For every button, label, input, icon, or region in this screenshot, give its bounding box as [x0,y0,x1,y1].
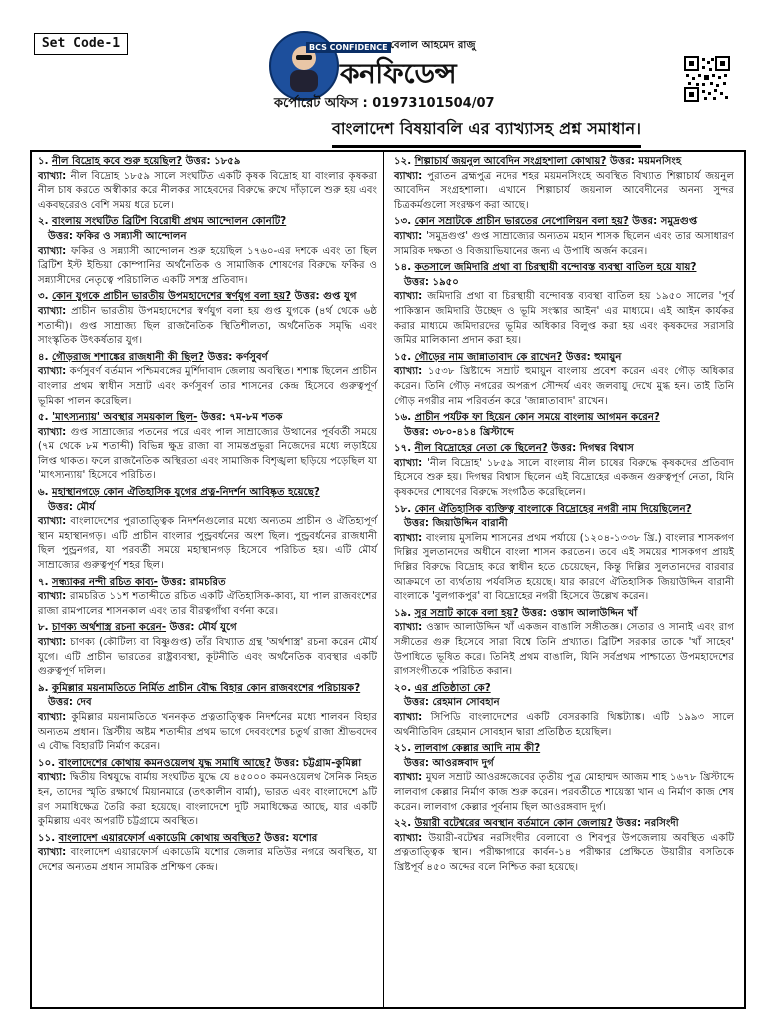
explanation-text: ওস্তাদ আলাউদ্দিন খাঁ একজন বাঙালি সঙ্গীতজ্ঞ। সেতার ও সানাই এবং রাগ সঙ্গীতের গুরু হিসেবে সারা বিশ্বে তিনি প্রখ্যাত। ব্রিটিশ সরকার তাকে 'খাঁ সাহেব' উপাধিতে ভূষিত করে। তিনিই প্রথম বাঙালি, যিনি সর্বপ্রথম পাশ্চাত্যে উপমহাদেশের রাগসংগীতকে পরিচিত করান। [394,622,734,678]
question-item [394,215,734,261]
question-line [38,155,377,170]
answer-label: উত্তর: [48,501,73,513]
question-text: কোন সম্রাটকে প্রাচীন ভারতের নেপোলিয়ন বলা হয়? [414,216,629,228]
brand-name: কনফিডেন্স [340,57,457,90]
question-text: গৌড়রাজ শশাঙ্কের রাজধানী কী ছিল? [52,351,204,363]
answer-value: ফকির ও সন্ন্যাসী আন্দোলন [76,230,187,242]
explanation [38,846,377,875]
explanation [394,532,734,605]
explanation-label: ব্যাখ্যা: [394,832,423,844]
question-text: নীল বিদ্রোহ কবে শুরু হয়েছিল? [52,156,183,167]
explanation-label: ব্যাখ্যা: [394,230,423,242]
explanation [38,245,377,289]
question-item [394,411,734,442]
question-item [38,621,377,681]
answer-label: উত্তর: [404,757,429,769]
explanation-label: ব্যাখ্যা: [38,847,67,859]
answer-value: গুপ্ত যুগ [323,291,357,303]
question-line [394,442,734,457]
question-line [38,215,377,230]
explanation-label: ব্যাখ্যা: [394,170,423,182]
question-text: 'মাৎস্যন্যায়' অবস্থার সময়কাল ছিল- [52,412,198,424]
answer-label: উত্তর: [609,156,635,167]
answer [566,352,622,363]
answer [186,156,241,167]
question-item [394,817,734,877]
question-text: কতসালে জমিদারি প্রথা বা চিরস্থায়ী বন্দোবস্ত ব্যবস্থা বাতিল হয়ে যায়? [414,262,697,274]
explanation-text: জমিদারি প্রথা বা চিরস্থায়ী বন্দোবস্ত ব্যবস্থা বাতিল হয় ১৯৫০ সালের 'পূর্ব পাকিস্তান জমিদারি উচ্ছেদ ও ভূমি সংস্কার আইন' এর মাধ্যমে। এই আইন কার্যকর করার মাধ্যমে জমিদারদের ভূমির অধিকার বিলুপ্ত করা হয় এবং কৃষকদের সরাসরি জমির মালিকানা প্রদান করা হয়। [394,291,735,347]
explanation-text: ১৫৩৮ খ্রিষ্টাব্দে সম্রাট হুমায়ুন বাংলায় প্রবেশ করেন এবং গৌড় অধিকার করেন। তিনি গৌড় নগরের অপরূপ সৌন্দর্য এবং জলবায়ু দেখে মুগ্ধ হন। তাই তিনি গৌড় নগরীর নাম পরিবর্তন করে 'জান্নাতাবাদ' রাখেন। [394,366,734,407]
answer-value: চট্টগ্রাম-কুমিল্লা [302,757,362,769]
question-line [394,411,734,426]
question-line [394,155,734,170]
explanation-label: ব্যাখ্যা: [38,305,67,317]
question-number: ১৮. [394,503,412,515]
question-text: শিল্পাচার্য জয়নুল আবেদিন সংগ্রহশালা কোথায়? [414,156,607,167]
brand-logo [266,28,342,104]
answer [161,577,225,588]
set-code-box: Set Code-1 [34,33,128,55]
answer-value: ১৯৫০ [432,276,459,288]
explanation [394,365,734,409]
explanation-text: প্রাচীন ভারতীয় উপমহাদেশের স্বর্ণযুগ বলা হয় গুপ্ত যুগকে (৪র্থ থেকে ৬ষ্ঠ শতাব্দী)। গুপ্ত সাম্রাজ্য ছিল রাজনৈতিক স্থিতিশীলতা, অর্থনৈতিক সমৃদ্ধি এবং সাংস্কৃতিক উৎকর্ষতার যুগ। [38,305,377,347]
answer [201,412,283,423]
question-line [394,742,734,757]
explanation [38,170,377,214]
answer [38,501,377,516]
question-line [394,351,734,366]
answer-value: কর্ণসুবর্ণ [235,351,268,363]
question-text: লালবাগ কেল্লার আদি নাম কী? [414,743,541,755]
qr-code-icon [684,56,730,102]
answer [38,696,377,711]
explanation-label: ব্যাখ্যা: [394,457,423,469]
answer-label: উত্তর: [551,443,577,455]
question-item [394,742,734,817]
answer-label: উত্তর: [48,230,73,242]
answer-label: উত্তর: [200,412,226,424]
explanation-text: বাংলাদেশ এয়ারফোর্স একাডেমি যশোর জেলার মতিউর নগরে অবস্থিত, যা দেশের অন্যতম প্রধান সামরিক প্রশিক্ষণ কেন্দ্র। [38,847,377,873]
answer-value: ময়মনসিংহ [638,156,682,167]
explanation-label: ব্যাখ্যা: [38,591,67,603]
answer-value: জিয়াউদ্দিন বারানী [432,518,508,530]
explanation-text: ফকির ও সন্ন্যাসী আন্দোলন শুরু হয়েছিল ১৭৬০-এর দশকে এবং তা ছিল ব্রিটিশ ইস্ট ইন্ডিয়া কোম্পানির অর্থনৈতিক ও সামাজিক শোষণের বিরুদ্ধে ফকির ও সন্ন্যাসীদের নেতৃত্বে পরিচালিত একটি সশস্ত্র প্রতিবাদ। [38,245,377,286]
explanation-label: ব্যাখ্যা: [394,366,423,378]
question-line [38,351,377,366]
explanation-text: পুরাতন ব্রহ্মপুত্র নদের শহর ময়মনসিংহে অবস্থিত বিখ্যাত শিল্পাচার্য জয়নুল আবেদিন সংগ্রহশালা। এখানে শিল্পাচার্য জয়নাল আবেদীনের অনন্য সুন্দর চিত্রকর্মগুলো সংরক্ষণ করা আছে। [394,170,734,211]
question-line [38,290,377,305]
question-line [394,215,734,230]
answer [295,291,357,302]
question-number: ১৫. [394,351,412,363]
answer-value: ৩৮০-৪১৪ খ্রিস্টাব্দে [432,426,514,438]
question-text: সুর সম্রাট কাকে বলা হয়? [414,607,519,619]
question-line [394,503,734,518]
explanation-text: বাংলায় মুসলিম শাসনের প্রথম পর্যায়ে (১২০৪-১৩৩৮ খ্রি.) বাংলার শাসকগণ দিল্লির সুলতানদের অধীনে বাংলা শাসন করতেন। তবে এই সময়ের শাসকগণ প্রায়ই দিল্লির বিরুদ্ধে বিদ্রোহ করে স্বাধীন হতে চেয়েছেন, কিন্তু দিল্লির সুলতানদের বারবার আক্রমণে তা ব্যর্থতায় পর্যবসিত হয়েছে। যার কারণে ঐতিহাসিক জিয়াউদ্দিন বারানী বাংলাকে 'বুলগাকপুর' বা বিদ্রোহের নগরী হিসেবে উল্লেখ করেন। [394,532,734,603]
explanation-label: ব্যাখ্যা: [38,170,67,182]
explanation [394,230,734,259]
question-line [394,607,734,622]
author-name: বেলাল আহমেদ রাজু [390,40,476,51]
explanation [394,711,734,740]
explanation [38,711,377,755]
question-item [394,261,734,351]
explanation [394,457,734,501]
answer-label: উত্তর: [264,832,290,844]
question-item [38,215,377,290]
question-number: ২১. [394,743,412,755]
answer [38,230,377,245]
answer-value: ৭ম-৮ম শতক [229,412,283,424]
question-number: ১৪. [394,262,412,274]
logo-text: BCS CONFIDENCE [306,42,391,53]
answer-value: ১৮৫৯ [214,156,241,167]
question-number: ৮. [38,622,49,634]
explanation-label: ব্যাখ্যা: [38,772,67,784]
explanation-label: ব্যাখ্যা: [394,622,423,634]
answer-label: উত্তর: [161,576,187,588]
explanation-label: ব্যাখ্যা: [38,516,67,528]
answer [522,608,637,619]
explanation [38,636,377,680]
answer-label: উত্তর: [521,607,547,619]
answer-label: উত্তর: [274,757,300,769]
explanation [38,590,377,619]
question-number: ৬. [38,487,49,499]
answer-value: রেহমান সোবহান [432,697,500,709]
question-item [38,757,377,832]
question-item [38,576,377,622]
explanation [394,170,734,214]
answer-label: উত্তর: [404,276,429,288]
question-text: বাংলাদেশ এয়ারফোর্স একাডেমি কোথায় অবস্থিত? [58,832,261,844]
page-title: বাংলাদেশ বিষয়াবলি এর ব্যাখ্যাসহ প্রশ্ন সমাধান। [332,116,641,148]
explanation [38,305,377,349]
answer-label: উত্তর: [404,697,429,709]
explanation-text: মুঘল সম্রাট আওরঙ্গজেবের তৃতীয় পুত্র মোহাম্মদ আজম শাহ ১৬৭৮ খ্রিস্টাব্দে লালবাগ কেল্লার নির্মাণ কাজ শুরু করেন। পরবর্তীতে শায়েস্তা খান এ নির্মাণ কাজ শেষ করেন। লালবাগ কেল্লার পূর্বনাম ছিল আওরঙ্গবাদ দুর্গ। [394,772,734,813]
question-line [38,757,377,772]
question-item [394,503,734,607]
question-item [38,351,377,411]
right-column [388,152,740,1007]
left-column [32,152,384,1007]
answer-value: মৌর্য [76,501,96,513]
question-number: ১৬. [394,412,412,424]
question-number: ৭. [38,576,49,588]
question-line [38,621,377,636]
question-item [38,155,377,215]
explanation-label: ব্যাখ্যা: [38,637,67,648]
explanation-label: ব্যাখ্যা: [38,366,67,378]
explanation-text: চাণক্য (কৌটিল্য বা বিষ্ণুগুপ্ত) তাঁর বিখ্যাত গ্রন্থ 'অর্থশাস্ত্র' রচনা করেন মৌর্য যুগে। এটি প্রাচীন ভারতের রাষ্ট্রব্যবস্থা, কূটনীতি এবং অর্থনৈতিক ব্যবস্থার একটি গুরুত্বপূর্ণ দলিল। [38,637,377,678]
question-number: ১০. [38,757,56,769]
answer-label: উত্তর: [185,156,211,167]
explanation-label: ব্যাখ্যা: [38,426,67,438]
question-number: ১. [38,156,49,167]
answer [551,443,634,454]
question-number: ১৭. [394,443,412,455]
question-number: ১২. [394,156,412,167]
question-item [38,832,377,878]
answer-label: উত্তর: [565,351,591,363]
answer [610,156,681,167]
explanation-label: ব্যাখ্যা: [38,711,67,723]
answer [394,517,734,532]
question-text: উয়ারী বটেশ্বরের অবস্থান বর্তমানে কোন জেলায়? [414,818,613,830]
explanation-text: রামচরিত ১১শ শতাব্দীতে রচিত একটি ঐতিহাসিক-কাব্য, যা পাল রাজবংশের রাজা রামপালের শাসনকাল এবং তার বীরত্বগাঁথা বর্ণনা করে। [38,591,377,617]
answer-label: উত্তর: [48,697,73,709]
answer [264,833,317,844]
answer [394,757,734,772]
question-number: ৩. [38,291,49,303]
question-text: নীল বিদ্রোহের নেতা কে ছিলেন? [414,443,548,455]
question-number: ২. [38,216,49,228]
explanation-text: দ্বিতীয় বিশ্বযুদ্ধে বার্মায় সংঘটিত যুদ্ধে যে ৪৫০০০ কমনওয়েলথ সৈনিক নিহত হন, তাদের স্মৃতি রক্ষার্থে মিয়ানমারে (তৎকালীন বার্মা), ভারত এবং বাংলাদেশে ৯টি রণ সমাধিক্ষেত্র তৈরি করা হয়েছে। বাংলাদেশে দুটি সমাধিক্ষেত্র আছে, যার একটি কুমিল্লায় এবং অপরটি চট্টগ্রামে অবস্থিত। [38,772,377,828]
question-line [394,261,734,276]
question-number: ৫. [38,412,49,424]
explanation-label: ব্যাখ্যা: [394,711,423,723]
explanation [38,426,377,484]
question-item [394,351,734,411]
question-text: কোন যুগকে প্রাচীন ভারতীয় উপমহাদেশের স্বর্ণযুগ বলা হয়? [52,291,292,303]
answer-label: উত্তর: [404,426,429,438]
question-line [38,411,377,426]
question-item [38,411,377,486]
question-text: মহাস্থানগড়ে কোন ঐতিহাসিক যুগের প্রত্ন-নিদর্শন আবিষ্কৃত হয়েছে? [52,487,320,499]
answer-value: আওরঙ্গবাদ দুর্গ [432,757,494,769]
explanation-text: গুপ্ত সাম্রাজ্যের পতনের পরে এবং পাল সাম্রাজ্যের উত্থানের পূর্ববর্তী সময়ে (৭ম থেকে ৮ম শতাব্দী) বিভিন্ন ক্ষুদ্র রাজা বা সামন্তপ্রভুরা নিজেদের মধ্যে লড়াইয়ে লিপ্ত থাকত। ফলে রাজনৈতিক অস্থিরতা এবং সামাজিক বিশৃঙ্খলা ছড়িয়ে পড়েছিল যা 'মাৎস্যন্যায়' হিসেবে পরিচিত। [38,426,378,482]
answer-value: হুমায়ুন [594,351,622,363]
explanation-text: নীল বিদ্রোহ ১৮৫৯ সালে সংঘটিত একটি কৃষক বিদ্রোহ যা বাংলার কৃষকরা নীল চাষ করতে অস্বীকার করে নীলকর সাহেবদের বিরুদ্ধে রুখে দাঁড়ালে শুরু হয় এবং একবছরেরও বেশি সময় ধরে চলে। [38,170,377,211]
explanation-text: কুমিল্লার ময়নামতিতে খননকৃত প্রত্নতাত্ত্বিক নিদর্শনের মধ্যে শালবন বিহার অন্যতম প্রধান। খ্রিস্টীয় অষ্টম শতাব্দীর প্রথম ভাগে দেববংশের চতুর্থ রাজা শ্রীভবদেব এ বৌদ্ধ বিহারটি নির্মাণ করেন। [38,711,377,753]
question-text: বাংলাদেশের কোথায় কমনওয়েলথ যুদ্ধ সমাধি আছে? [58,757,271,769]
question-item [394,442,734,502]
question-text: কুমিল্লার ময়নামতিতে নির্মিত প্রাচীন বৌদ্ধ বিহার কোন রাজবংশের পরিচায়ক? [52,682,361,694]
explanation [38,771,377,829]
explanation [394,832,734,876]
explanation [394,290,734,348]
question-text: প্রাচীন পর্যটক ফা হিয়েন কোন সময়ে বাংলায় আগমন করেন? [414,412,660,424]
answer [170,622,237,633]
question-text: সন্ধ্যাকর নন্দী রচিত কাব্য- [52,576,158,588]
question-item [394,155,734,215]
answer-label: উত্তর: [616,818,642,830]
question-number: ১৩. [394,216,412,228]
answer [207,352,267,363]
question-line [38,832,377,847]
questions-panel [30,150,746,1009]
answer-value: দিগম্বর বিশ্বাস [579,443,634,455]
explanation [394,771,734,815]
question-text: গৌড়ের নাম জান্নাতাবাদ কে রাখেন? [414,351,563,363]
question-line [38,486,377,501]
answer [394,276,734,291]
question-line [394,817,734,832]
explanation-text: 'সমুদ্রগুপ্ত' গুপ্ত সাম্রাজ্যের অন্যতম মহান শাসক ছিলেন এবং তার অসাধারণ সামরিক দক্ষতা ও বিজয়াভিযানের জন্য এ উপাধি অর্জন করেন। [394,230,734,257]
explanation-text: সিপিডি বাংলাদেশের একটি বেসরকারি থিঙ্কট্যাঙ্ক। এটি ১৯৯৩ সালে অর্থনীতিবিদ রেহমান সোবহান দ্বারা প্রতিষ্ঠিত হয়েছিল। [394,711,734,738]
explanation [394,621,734,679]
question-number: ২২. [394,818,412,830]
answer-label: উত্তর: [632,216,658,228]
question-text: কোন ঐতিহাসিক ব্যক্তিত্ব বাংলাকে বিদ্রোহের নগরী নাম দিয়েছিলেন? [414,503,692,515]
question-item [394,682,734,742]
question-text: বাংলায় সংঘটিত ব্রিটিশ বিরোধী প্রথম আন্দোলন কোনটি? [52,216,287,228]
question-text: চাণক্য অর্থশাস্ত্র রচনা করেন- [52,622,167,634]
question-line [394,682,734,697]
explanation-label: ব্যাখ্যা: [394,772,423,784]
explanation-text: বাংলাদেশের পুরাতাত্ত্বিক নিদর্শনগুলোর মধ্যে অন্যতম প্রাচীন ও ঐতিহ্যপূর্ণ স্থান মহাস্থানগড়। এটি প্রাচীন বাংলার পুন্ড্রবর্ধনের অংশ ছিল। পুন্ড্রবর্ধনের রাজধানী ছিল পুন্ড্রনগর, যা পরবর্তী সময়ে মহাস্থানগড় হিসেবে পরিচিত হয়। এটি মৌর্য সাম্রাজ্যের গুরুত্বপূর্ণ শহর ছিল। [38,516,377,572]
question-item [38,290,377,350]
answer [632,216,697,227]
answer-value: সমুদ্রগুপ্ত [660,216,698,228]
explanation-text: উয়ারী-বটেশ্বর নরসিংদীর বেলাবো ও শিবপুর উপজেলায় অবস্থিত একটি প্রত্নতাত্ত্বিক স্থান। পরীক্ষাগারে কার্বন-১৪ পরীক্ষার প্রেক্ষিতে উয়ারীর বসতিকে খ্রিষ্টপূর্ব ৪৫০ অব্দের বলে নিশ্চিত করা হয়েছে। [394,832,734,873]
answer-label: উত্তর: [404,518,429,530]
answer [616,818,678,829]
explanation-label: ব্যাখ্যা: [394,532,423,544]
answer-label: উত্তর: [294,291,320,303]
explanation-text: 'নীল বিদ্রোহ' ১৮৫৯ সালে বাংলায় নীল চাষের বিরুদ্ধে কৃষকদের প্রতিবাদ হিসেবে শুরু হয়। দিগম্বর বিশ্বাস ছিলেন এই বিদ্রোহের একজন গুরুত্বপূর্ণ নেতা, যিনি কৃষকদের শোষণের বিরুদ্ধে সংগঠিত করেছিলেন। [394,457,734,499]
question-number: ২০. [394,682,412,694]
answer-value: ওস্তাদ আলাউদ্দিন খাঁ [550,607,638,619]
answer [394,426,734,441]
question-line [38,576,377,591]
answer-label: উত্তর: [169,622,195,634]
answer-label: উত্তর: [207,351,233,363]
answer-value: রামচরিত [189,576,226,588]
question-item [394,607,734,682]
answer [274,758,361,769]
explanation [38,515,377,573]
question-number: ১১. [38,832,56,844]
answer-value: যশোর [292,832,318,844]
question-number: ৪. [38,351,49,363]
answer-value: দেব [76,697,92,709]
page-header [0,0,768,150]
question-line [38,682,377,697]
answer-value: মৌর্য যুগে [198,622,237,634]
question-item [38,682,377,757]
question-text: এর প্রতিষ্ঠাতা কে? [414,682,491,694]
question-number: ৯. [38,682,49,694]
explanation [38,365,377,409]
explanation-label: ব্যাখ্যা: [38,245,67,257]
explanation-text: কর্ণসুবর্ণ বর্তমান পশ্চিমবঙ্গের মুর্শিদাবাদ জেলায় অবস্থিত। শশাঙ্ক ছিলেন প্রাচীন বাংলার প্রথম স্বাধীন সম্রাট এবং কর্ণসুবর্ণ তার শাসনের কেন্দ্র হিসেবে গুরুত্বপূর্ণ ভূমিকা পালন করেছিল। [38,366,377,407]
office-contact: কর্পোরেট অফিস : 01973101504/07 [274,96,495,111]
question-number: ১৯. [394,607,412,619]
answer [394,696,734,711]
explanation-label: ব্যাখ্যা: [394,291,423,303]
answer-value: নরসিংদী [644,818,679,830]
question-item [38,486,377,576]
